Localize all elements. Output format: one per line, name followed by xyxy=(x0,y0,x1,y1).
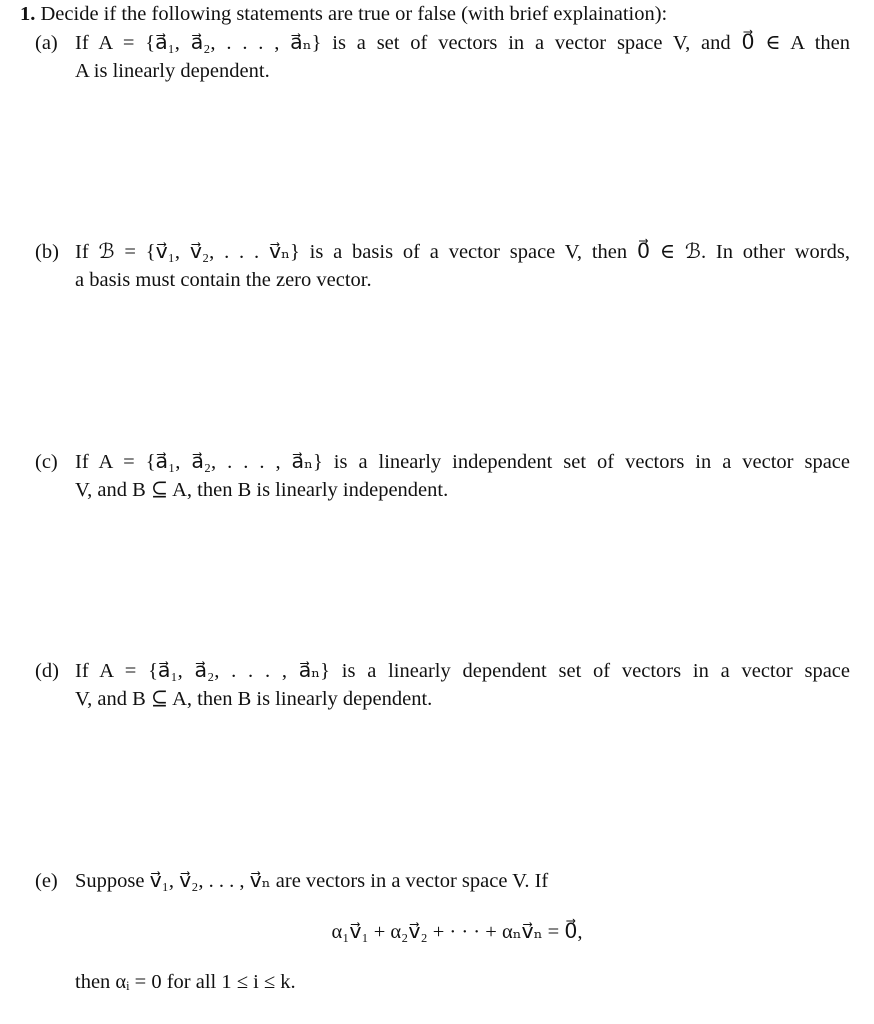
statement-e-conclusion xyxy=(35,968,850,996)
statement-a-line-2: A is linearly dependent. xyxy=(75,60,270,82)
statement-d-line-1: If A = {a⃗₁, a⃗₂, . . . , a⃗ₙ} is a linearly dependent set of vectors in a vector space xyxy=(75,660,850,682)
statement-b-line-2: a basis must contain the zero vector. xyxy=(75,269,372,291)
statement-e-tag: (e) xyxy=(35,870,58,892)
statement-d-tag: (d) xyxy=(35,660,59,682)
statement-d-line-2: V, and B ⊆ A, then B is linearly dependent. xyxy=(75,688,433,710)
statement-c-line-2: V, and B ⊆ A, then B is linearly independent. xyxy=(75,479,449,501)
statement-a-line-1: If A = {a⃗₁, a⃗₂, . . . , a⃗ₙ} is a set of vectors in a vector space V, and 0⃗ ∈ A then xyxy=(75,32,850,54)
statement-c xyxy=(35,448,850,504)
statement-c-line-1: If A = {a⃗₁, a⃗₂, . . . , a⃗ₙ} is a linearly independent set of vectors in a vector space xyxy=(75,451,850,473)
question-number: 1. xyxy=(20,3,36,25)
statement-e-equation: α₁v⃗₁ + α₂v⃗₂ + · · · + αₙv⃗ₙ = 0⃗, xyxy=(331,921,583,943)
statement-e-line-1: Suppose v⃗₁, v⃗₂, . . . , v⃗ₙ are vectors in a vector space V. If xyxy=(75,870,549,892)
statement-e xyxy=(35,867,850,895)
statement-b-line-1: If ℬ = {v⃗₁, v⃗₂, . . . v⃗ₙ} is a basis of a vector space V, then 0⃗ ∈ ℬ. In other words, xyxy=(75,241,850,263)
statement-a-tag: (a) xyxy=(35,32,58,54)
question-prompt: Decide if the following statements are true or false (with brief explaination): xyxy=(40,3,668,25)
statement-d xyxy=(35,657,850,713)
statement-b xyxy=(35,238,850,294)
question-heading xyxy=(20,0,667,28)
statement-e-line-2: then αᵢ = 0 for all 1 ≤ i ≤ k. xyxy=(75,971,296,993)
statement-a xyxy=(35,29,850,85)
statement-c-tag: (c) xyxy=(35,451,58,473)
statement-b-tag: (b) xyxy=(35,241,59,263)
